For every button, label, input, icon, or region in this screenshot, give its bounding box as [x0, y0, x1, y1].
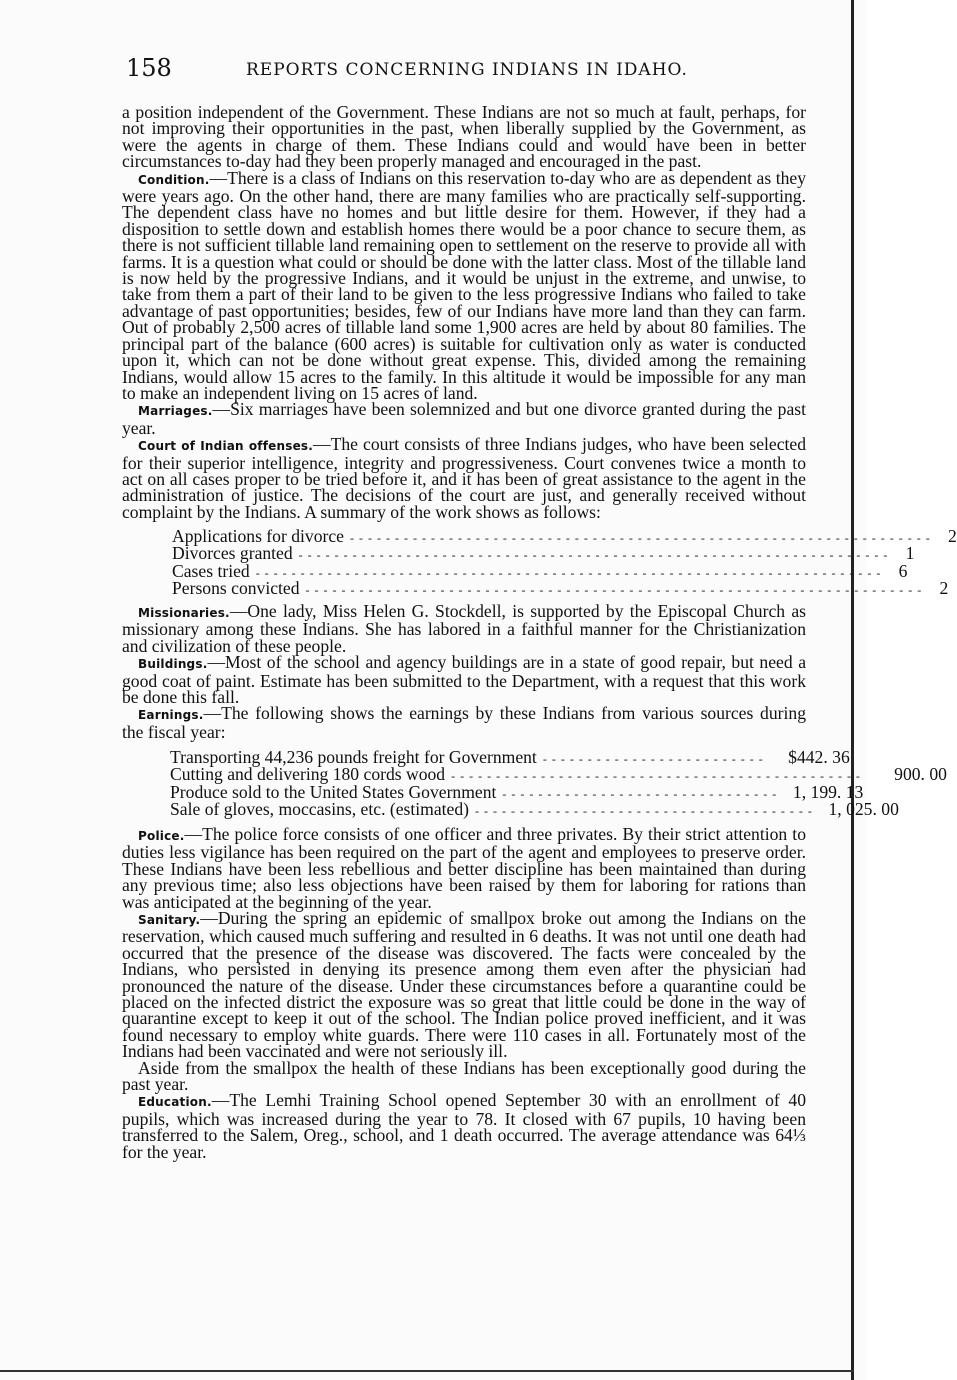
leader-dots: - - - - - - - - - - - - - - - - - - - - - - - - -	[542, 752, 764, 767]
list-item: Cases tried - - - - - - - - - - - - - - - - - - - - - - - - - - - - - - - - - - - - - - - - - - - - - - - - - - - - - - - - - - - - - - - - - - - - - - 6	[172, 560, 908, 581]
earnings-text: —The following shows the earnings by these Indians from various sources during the fiscal year:	[122, 703, 806, 742]
education-paragraph	[122, 1092, 806, 1160]
leader-dots: - - - - - - - - - - - - - - - - - - - - - - - - - - - - - - - - - - - - - - - - - - - - - - - - - - - - - - - - - - - - - - - - -	[349, 531, 931, 546]
missionaries-text: —One lady, Miss Helen G. Stockdell, is supported by the Episcopal Church as missionary among these Indians. She has labored in a faithful manner for the Christianization and civilization of these people.	[122, 600, 806, 656]
list-item: Divorces granted - - - - - - - - - - - - - - - - - - - - - - - - - - - - - - - - - - - - - - - - - - - - - - - - - - - - - - - - - - - - - - - - - - 1	[172, 543, 915, 564]
list-item: Persons convicted - - - - - - - - - - - - - - - - - - - - - - - - - - - - - - - - - - - - - - - - - - - - - - - - - - - - - - - - - - - - - - - - - - - - - 2	[172, 577, 949, 598]
condition-heading: Condition.	[138, 172, 210, 187]
education-heading: Education.	[138, 1095, 212, 1110]
list-item: Cutting and delivering 180 cords wood - - - - - - - - - - - - - - - - - - - - - - - - - - - - - - - - - - - - - - - - - - - - - - 900. 00	[170, 764, 947, 785]
missionaries-heading: Missionaries.	[138, 605, 230, 620]
leader-dots: - - - - - - - - - - - - - - - - - - - - - - - - - - - - - - -	[502, 786, 778, 801]
earnings-heading: Earnings.	[138, 708, 204, 723]
sanitary-text: —During the spring an epidemic of smallpox broke out among the Indians on the reservation, which caused much suffering and resulted in 6 deaths. It was not until one death had occurred that the presence of the disease was discovered. The facts were concealed by the Indians, who persisted in denying its presence among them even after the physician had pronounced the nature of the disease. Under these circumstances before a quarantine could be placed on the infected district the exposure was so great that little could be done in the way of quarantine except to keep it out of the school. The Indian police proved inefficient, and it was found necessary to employ white guards. There were 110 cases in all. Fortunately most of the Indians had been vaccinated and were not seriously ill.	[122, 907, 806, 1062]
court-summary-list	[172, 526, 957, 598]
running-head: REPORTS CONCERNING INDIANS IN IDAHO.	[246, 60, 688, 80]
police-paragraph	[122, 823, 806, 912]
marriages-text: —Six marriages have been solemnized and but one divorce granted during the past year.	[122, 399, 806, 438]
earnings-list	[170, 747, 947, 819]
list-item: Applications for divorce - - - - - - - - - - - - - - - - - - - - - - - - - - - - - - - - - - - - - - - - - - - - - - - - - - - - - - - - - - - - - - - - - 2	[172, 526, 957, 547]
condition-text: —There is a class of Indians on this reservation to-day who are as dependent as they were years ago. On the other hand, there are many families who are practically self-supporting. The dependent class have no homes and but little desire for them. However, if they had a disposition to settle down and establish homes there would be a poor chance to secure them, as there is not sufficient tillable land remaining open to settlement on the reserve to provide all with farms. It is a question what could or should be done with the latter class. Most of the tillable land is now held by the progressive Indians, and it would be unjust in the extreme, and unwise, to take from them a part of their land to be given to the less progressive Indians who failed to take advantage of past opportunities; besides, few of our Indians have more land than they can farm. Out of probably 2,500 acres of tillable land some 1,900 acres are held by about 80 families. The principal part of the balance (600 acres) is suitable for cultivation only as water is conducted upon it, which can not be done without great expense. This, divided among the remaining Indians, would allow 15 acres to the family. In this altitude it would be impossible for any man to make an independent living on 15 acres of land.	[122, 167, 806, 403]
earnings-paragraph	[122, 705, 806, 740]
court-heading: Court of Indian offenses.	[138, 439, 314, 454]
marriages-heading: Marriages.	[138, 404, 213, 419]
buildings-paragraph	[122, 654, 806, 705]
marriages-paragraph	[122, 401, 806, 436]
missionaries-paragraph	[122, 600, 806, 656]
page-number: 158	[126, 54, 172, 82]
page-edge-right	[851, 0, 854, 1380]
sanitary-paragraph	[122, 907, 806, 1062]
police-heading: Police.	[138, 828, 185, 843]
smallpox-paragraph: Aside from the smallpox the health of these Indians has been exceptionally good during the past year.	[122, 1057, 806, 1094]
page-edge-bottom	[0, 1370, 854, 1372]
list-item: Sale of gloves, moccasins, etc. (estimated) - - - - - - - - - - - - - - - - - - - - - - - - - - - - - - - - - - - - - - 1, 025. 00	[170, 798, 899, 819]
leader-dots: - - - - - - - - - - - - - - - - - - - - - - - - - - - - - - - - - - - - - - - - - - - - - - - - - - - - - - - - - - - - - - - - - - - - - -	[255, 565, 882, 580]
condition-paragraph	[122, 167, 806, 403]
page-header	[126, 54, 806, 84]
buildings-text: —Most of the school and agency buildings are in a state of good repair, but need a good coat of paint. Estimate has been submitted to the Department, with a request that this work be done this fall.	[122, 652, 806, 707]
court-paragraph	[122, 436, 806, 520]
buildings-heading: Buildings.	[138, 657, 208, 672]
list-item: Produce sold to the United States Government - - - - - - - - - - - - - - - - - - - - - - - - - - - - - - - 1, 199. 13	[170, 781, 864, 802]
education-text: —The Lemhi Training School opened September 30 with an enrollment of 40 pupils, which was increased during the year to 78. It closed with 67 pupils, 10 having been transferred to the Salem, Oreg., school, and 1 death occurred. The average attendance was 64⅓ for the year.	[122, 1090, 806, 1162]
sanitary-heading: Sanitary.	[138, 912, 201, 927]
list-item: Transporting 44,236 pounds freight for Government - - - - - - - - - - - - - - - - - - - - - - - - - $442. 36	[170, 747, 850, 768]
leader-dots: - - - - - - - - - - - - - - - - - - - - - - - - - - - - - - - - - - - - - - - - - - - - - -	[451, 769, 861, 784]
police-text: —The police force consists of one officer and three privates. By their strict attention to duties less vigilance has been required on the part of the agent and employees to preserve order. These Indians have been less rebellious and better discipline has been maintained than during any previous time; also less objections have been raised by them for laboring for rations than was anticipated at the beginning of the year.	[122, 823, 806, 912]
report-body	[122, 102, 957, 1162]
intro-paragraph: a position independent of the Government. These Indians are not so much at fault, perhaps, for not improving their opportunities in the past, when liberally supplied by the Government, as were the agents in charge of them. These Indians could and would have been in better circumstances to-day had they been properly managed and encouraged in the past.	[122, 102, 806, 172]
leader-dots: - - - - - - - - - - - - - - - - - - - - - - - - - - - - - - - - - - - - - - - - - - - - - - - - - - - - - - - - - - - - - - - - - -	[298, 548, 889, 563]
leader-dots: - - - - - - - - - - - - - - - - - - - - - - - - - - - - - - - - - - - - - - - - - - - - - - - - - - - - - - - - - - - - - - - - - - - - -	[305, 582, 923, 597]
leader-dots: - - - - - - - - - - - - - - - - - - - - - - - - - - - - - - - - - - - - - -	[475, 803, 813, 818]
court-text: —The court consists of three Indians judges, who have been selected for their superior intelligence, integrity and progressiveness. Court convenes twice a month to act on all cases proper to be tried before it, and it has been of great assistance to the agent in the administration of justice. The decisions of the court are just, and generally received without complaint by the Indians. A summary of the work shows as follows:	[122, 434, 807, 522]
